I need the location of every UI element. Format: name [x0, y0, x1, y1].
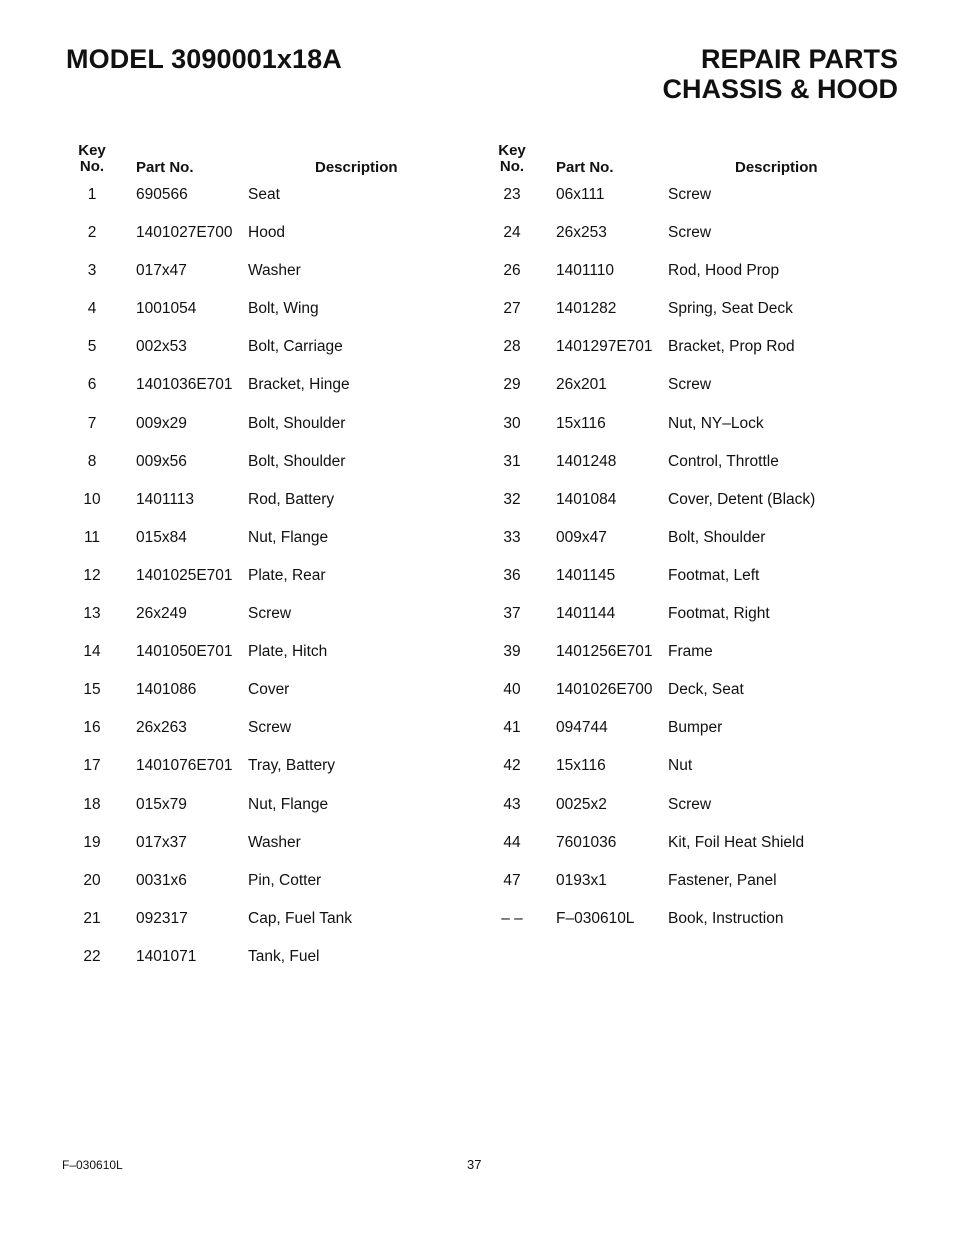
description: Hood: [248, 224, 286, 242]
key-header-line-2: No.: [499, 158, 525, 175]
key-no: 44: [503, 833, 521, 851]
key-no: 37: [503, 605, 521, 623]
description: Cover: [248, 681, 290, 699]
key-no: 32: [503, 490, 521, 508]
part-no: 1401086: [136, 681, 197, 699]
part-no: 009x29: [136, 414, 187, 432]
table-row: [490, 484, 890, 522]
description: Control, Throttle: [668, 452, 779, 470]
key-no: 17: [83, 757, 101, 775]
part-no: 1001054: [136, 300, 197, 318]
table-row: [70, 789, 470, 827]
description: Screw: [248, 719, 292, 737]
description: Bolt, Wing: [248, 300, 319, 318]
part-no: 094744: [556, 719, 608, 737]
part-no: 0193x1: [556, 871, 607, 889]
description: Footmat, Left: [668, 566, 760, 584]
parts-table-right: [490, 143, 890, 941]
table-body: [490, 179, 890, 941]
description: Nut, Flange: [248, 795, 329, 813]
part-no: 015x84: [136, 528, 187, 546]
table-row: [490, 560, 890, 598]
part-no: 1401145: [556, 566, 616, 584]
key-no: 6: [87, 376, 97, 394]
table-row: [70, 255, 470, 293]
part-no: 017x47: [136, 262, 187, 280]
part-no: 1401025E701: [136, 566, 233, 584]
table-row: [490, 408, 890, 446]
table-row: [70, 369, 470, 407]
table-row: [490, 522, 890, 560]
key-no: 27: [503, 300, 521, 318]
key-no-header: [490, 143, 534, 175]
description: Rod, Hood Prop: [668, 262, 780, 280]
description: Frame: [668, 643, 713, 661]
section-title-line-2: CHASSIS & HOOD: [662, 74, 898, 104]
parts-table-left: [70, 143, 470, 979]
table-row: [70, 598, 470, 636]
key-no: 16: [83, 719, 101, 737]
table-row: [70, 712, 470, 750]
part-no: 1401027E700: [136, 224, 233, 242]
part-no: 1401297E701: [556, 338, 653, 356]
table-row: [490, 827, 890, 865]
model-title: MODEL 3090001x18A: [66, 44, 342, 74]
part-no-header: Part No.: [556, 159, 614, 176]
description: Fastener, Panel: [668, 871, 777, 889]
part-no: 1401071: [136, 947, 197, 965]
part-no: 1401248: [556, 452, 617, 470]
part-no-header: Part No.: [136, 159, 194, 176]
document-code: F–030610L: [62, 1158, 123, 1172]
key-no: 24: [503, 224, 521, 242]
table-row: [490, 789, 890, 827]
part-no: 1401113: [136, 490, 195, 508]
table-row: [70, 674, 470, 712]
part-no: 15x116: [556, 757, 606, 775]
table-row: [490, 179, 890, 217]
key-header-line-2: No.: [79, 158, 105, 175]
key-no: 10: [83, 490, 101, 508]
part-no: 1401084: [556, 490, 617, 508]
description: Bumper: [668, 719, 723, 737]
key-header-line-1: Key: [78, 142, 106, 159]
key-no: 41: [503, 719, 521, 737]
description: Nut, Flange: [248, 528, 329, 546]
table-row: [70, 446, 470, 484]
table-row: [70, 865, 470, 903]
key-no: 19: [83, 833, 101, 851]
part-no: 1401050E701: [136, 643, 233, 661]
section-title: [662, 44, 898, 104]
description: Washer: [248, 262, 301, 280]
table-row: [490, 255, 890, 293]
table-header: [490, 143, 890, 179]
table-body: [70, 179, 470, 979]
description: Screw: [668, 376, 712, 394]
table-row: [70, 522, 470, 560]
key-no: 11: [83, 528, 101, 546]
description: Nut, NY–Lock: [668, 414, 764, 432]
key-no: 4: [87, 300, 97, 318]
part-no: 26x249: [136, 605, 187, 623]
table-row: [70, 941, 470, 979]
description: Bracket, Hinge: [248, 376, 350, 394]
key-no: 21: [83, 909, 101, 927]
key-no: 22: [83, 947, 101, 965]
description: Rod, Battery: [248, 490, 335, 508]
key-no: 14: [83, 643, 101, 661]
key-no: 13: [83, 605, 101, 623]
key-no: 3: [87, 262, 97, 280]
table-row: [70, 484, 470, 522]
key-no: 20: [83, 871, 101, 889]
part-no: 26x263: [136, 719, 187, 737]
part-no: 7601036: [556, 833, 617, 851]
description: Bracket, Prop Rod: [668, 338, 795, 356]
table-row: [490, 331, 890, 369]
table-row: [490, 446, 890, 484]
table-row: [490, 636, 890, 674]
description-header: Description: [315, 159, 398, 176]
part-no: 26x201: [556, 376, 607, 394]
part-no: 0031x6: [136, 871, 187, 889]
table-row: [490, 598, 890, 636]
part-no: 015x79: [136, 795, 187, 813]
table-row: [490, 865, 890, 903]
description: Plate, Rear: [248, 566, 326, 584]
table-row: [490, 369, 890, 407]
section-title-line-1: REPAIR PARTS: [700, 44, 898, 74]
description: Washer: [248, 833, 301, 851]
part-no: 1401282: [556, 300, 617, 318]
page-number: 37: [467, 1157, 482, 1172]
key-header-line-1: Key: [498, 142, 526, 159]
key-no: 31: [503, 452, 521, 470]
key-no: 40: [503, 681, 521, 699]
description: Bolt, Shoulder: [668, 528, 766, 546]
description: Screw: [668, 795, 712, 813]
table-row: [70, 827, 470, 865]
description: Kit, Foil Heat Shield: [668, 833, 805, 851]
table-header: [70, 143, 470, 179]
key-no: – –: [501, 909, 523, 927]
part-no: 1401036E701: [136, 376, 233, 394]
key-no: 18: [83, 795, 101, 813]
part-no: 1401110: [556, 262, 615, 280]
key-no: 29: [503, 376, 521, 394]
table-row: [70, 560, 470, 598]
key-no: 43: [503, 795, 521, 813]
description: Bolt, Carriage: [248, 338, 343, 356]
description: Plate, Hitch: [248, 643, 328, 661]
key-no-header: [70, 143, 114, 175]
key-no: 15: [83, 681, 101, 699]
key-no: 36: [503, 566, 521, 584]
table-row: [70, 293, 470, 331]
description: Screw: [668, 186, 712, 203]
description: Deck, Seat: [668, 681, 744, 699]
part-no: 690566: [136, 186, 188, 203]
key-no: 39: [503, 643, 521, 661]
key-no: 33: [503, 528, 521, 546]
description: Bolt, Shoulder: [248, 452, 346, 470]
part-no: 15x116: [556, 414, 606, 432]
description-header: Description: [735, 159, 818, 176]
description: Screw: [668, 224, 712, 242]
description: Footmat, Right: [668, 605, 770, 623]
key-no: 23: [503, 186, 521, 203]
part-no: 1401026E700: [556, 681, 653, 699]
key-no: 28: [503, 338, 521, 356]
table-row: [490, 903, 890, 941]
description: Spring, Seat Deck: [668, 300, 793, 318]
key-no: 42: [503, 757, 521, 775]
part-no: 009x56: [136, 452, 187, 470]
key-no: 30: [503, 414, 521, 432]
table-row: [490, 293, 890, 331]
key-no: 2: [87, 224, 97, 242]
table-row: [490, 750, 890, 788]
key-no: 5: [87, 338, 97, 356]
table-row: [70, 903, 470, 941]
description: Screw: [248, 605, 292, 623]
part-no: 06x111: [556, 186, 605, 203]
part-no: 092317: [136, 909, 188, 927]
part-no: 0025x2: [556, 795, 607, 813]
part-no: 26x253: [556, 224, 607, 242]
description: Cap, Fuel Tank: [248, 909, 352, 927]
part-no: 1401144: [556, 605, 616, 623]
table-row: [70, 179, 470, 217]
key-no: 7: [87, 414, 97, 432]
table-row: [70, 408, 470, 446]
table-row: [70, 636, 470, 674]
description: Cover, Detent (Black): [668, 490, 816, 508]
description: Nut: [668, 757, 693, 775]
key-no: 12: [83, 566, 101, 584]
table-row: [70, 217, 470, 255]
table-row: [70, 331, 470, 369]
description: Seat: [248, 186, 280, 203]
part-no: 017x37: [136, 833, 187, 851]
table-row: [490, 712, 890, 750]
part-no: 002x53: [136, 338, 187, 356]
key-no: 47: [503, 871, 521, 889]
key-no: 1: [87, 186, 97, 203]
part-no: 009x47: [556, 528, 607, 546]
part-no: F–030610L: [556, 909, 635, 927]
table-row: [490, 217, 890, 255]
description: Tray, Battery: [248, 757, 335, 775]
description: Bolt, Shoulder: [248, 414, 346, 432]
description: Book, Instruction: [668, 909, 784, 927]
part-no: 1401076E701: [136, 757, 233, 775]
description: Pin, Cotter: [248, 871, 322, 889]
part-no: 1401256E701: [556, 643, 653, 661]
key-no: 8: [87, 452, 97, 470]
table-row: [70, 750, 470, 788]
table-row: [490, 674, 890, 712]
description: Tank, Fuel: [248, 947, 320, 965]
key-no: 26: [503, 262, 521, 280]
